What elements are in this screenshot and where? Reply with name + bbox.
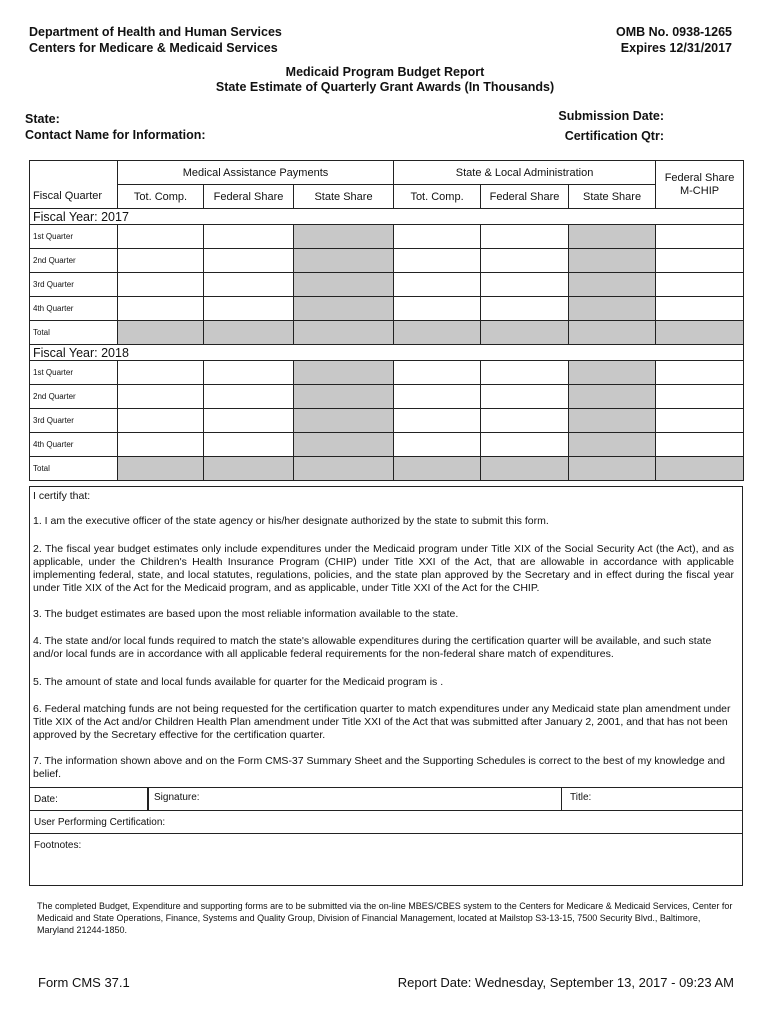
- report-date: Report Date: Wednesday, September 13, 2017 - 09:23 AM: [397, 975, 734, 990]
- fiscal-year-2017-heading: Fiscal Year: 2017: [30, 209, 744, 225]
- budget-table: [29, 160, 744, 481]
- col-sla-tot-comp: Tot. Comp.: [394, 185, 481, 209]
- cert-item-6: 6. Federal matching funds are not being requested for the certification quarter to match expenditures under any Medicaid state plan amendment under Title XIX of the Act and/or Children Health Plan amendment under Title XXI of the Act that was submitted after January 2, 2001, and that has not been approved by the Secretary effective for the certification quarter.: [33, 703, 731, 741]
- table-row: 1st Quarter: [30, 361, 744, 385]
- col-mchip: Federal Share M-CHIP: [656, 161, 744, 209]
- user-performing-field[interactable]: User Performing Certification:: [29, 810, 743, 834]
- certification-section: [29, 486, 743, 788]
- group-header-map: Medical Assistance Payments: [118, 161, 394, 185]
- table-row: 1st Quarter: [30, 225, 744, 249]
- dept-name: Department of Health and Human Services: [29, 25, 282, 39]
- report-title: Medicaid Program Budget Report: [285, 65, 485, 79]
- col-sla-state-share: State Share: [569, 185, 656, 209]
- table-row: 2nd Quarter: [30, 249, 744, 273]
- cert-intro: I certify that:: [33, 490, 91, 502]
- certification-qtr-label: Certification Qtr:: [564, 129, 664, 143]
- corner-cell: [30, 161, 118, 185]
- state-label: State:: [25, 112, 60, 126]
- cert-item-4: 4. The state and/or local funds required to match the state's allowable expenditures during the certification quarter will be available, and such state and/or local funds are in accordance with all applicable federal requirements for the non-federal share match of expenditures.: [33, 635, 712, 660]
- centers-name: Centers for Medicare & Medicaid Services: [29, 41, 278, 55]
- cert-item-3: 3. The budget estimates are based upon the most reliable information available to the state.: [33, 608, 459, 620]
- table-row: 4th Quarter: [30, 433, 744, 457]
- col-sla-federal-share: Federal Share: [481, 185, 569, 209]
- cert-item-2: 2. The fiscal year budget estimates only include expenditures under the Medicaid program under Title XIX of the Social Security Act (the Act), and as applicable, under the Children's Health Insurance Program (CHIP) under Title XXI of the Act, that are allowable in accordance with applicable implementing federal, state, and local statutes, regulations, policies, and the state plan approved by the Secretary and in effect during the fiscal year under Title XIX of the Act for the Medicaid program, and as applicable, under Title XXI of the Act for the CHIP.: [33, 543, 734, 594]
- expires-date: Expires 12/31/2017: [620, 41, 732, 55]
- table-row: 3rd Quarter: [30, 409, 744, 433]
- cert-item-7: 7. The information shown above and on the Form CMS-37 Summary Sheet and the Supporting Schedules is correct to the best of my knowledge and belief.: [33, 755, 726, 780]
- date-field[interactable]: Date:: [29, 787, 149, 811]
- col-map-federal-share: Federal Share: [204, 185, 294, 209]
- table-row-total: Total: [30, 321, 744, 345]
- col-map-tot-comp: Tot. Comp.: [118, 185, 204, 209]
- omb-number: OMB No. 0938-1265: [615, 25, 732, 39]
- cert-item-5: 5. The amount of state and local funds available for quarter for the Medicaid program is .: [33, 676, 444, 688]
- table-row-total: Total: [30, 457, 744, 481]
- footnotes-field[interactable]: Footnotes:: [29, 833, 743, 886]
- submission-note: The completed Budget, Expenditure and supporting forms are to be submitted via the on-line MBES/CBES system to the Centers for Medicare & Medicaid Services, Center for Medicaid and State Operations, Finance, Systems and Quality Group, Division of Financial Management, located at Mailstop S3-13-15, 7500 Security Blvd., Baltimore, Maryland 21244-1850.: [37, 901, 733, 935]
- group-header-sla: State & Local Administration: [394, 161, 656, 185]
- signature-field[interactable]: Signature:: [147, 787, 562, 811]
- report-subtitle: State Estimate of Quarterly Grant Awards (In Thousands): [215, 80, 555, 94]
- fiscal-year-2018-heading: Fiscal Year: 2018: [30, 345, 744, 361]
- contact-label: Contact Name for Information:: [25, 128, 206, 142]
- table-row: 2nd Quarter: [30, 385, 744, 409]
- table-row: 3rd Quarter: [30, 273, 744, 297]
- cert-item-1: 1. I am the executive officer of the state agency or his/her designate authorized by the state to submit this form.: [33, 515, 549, 527]
- form-number: Form CMS 37.1: [38, 975, 130, 990]
- col-fiscal-quarter: Fiscal Quarter: [30, 185, 118, 209]
- table-row: 4th Quarter: [30, 297, 744, 321]
- submission-date-label: Submission Date:: [558, 109, 664, 123]
- title-field[interactable]: Title:: [561, 787, 743, 811]
- col-map-state-share: State Share: [294, 185, 394, 209]
